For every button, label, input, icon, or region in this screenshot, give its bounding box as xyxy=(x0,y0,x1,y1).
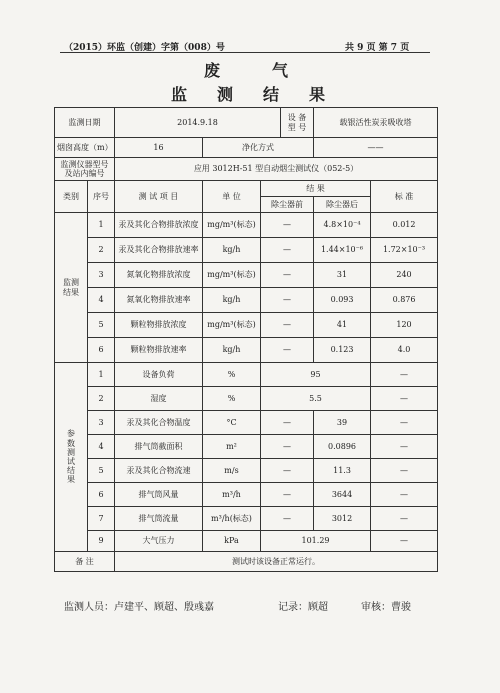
device-label: 设 备 型 号 xyxy=(281,108,314,138)
row-item: 大气压力 xyxy=(115,531,203,552)
row-standard: — xyxy=(371,507,438,531)
row-after: 41 xyxy=(314,313,371,338)
row-before: — xyxy=(261,338,314,363)
group2-label: 参 数 测 试 结 果 xyxy=(55,363,88,552)
row-standard: — xyxy=(371,411,438,435)
row-unit: m² xyxy=(203,435,261,459)
row-before: — xyxy=(261,313,314,338)
purify-label: 净化方式 xyxy=(203,138,314,158)
column-header-row-1 xyxy=(55,181,438,197)
table-row xyxy=(55,263,438,288)
row-after: 0.093 xyxy=(314,288,371,313)
row-unit: °C xyxy=(203,411,261,435)
row-item: 氮氧化物排放速率 xyxy=(115,288,203,313)
table-row xyxy=(55,288,438,313)
recorder: 记录：顾超 xyxy=(278,602,328,613)
remarks-value: 测试时该设备正常运行。 xyxy=(115,552,438,572)
row-standard: — xyxy=(371,531,438,552)
row-unit: m/s xyxy=(203,459,261,483)
row-item: 汞及其化合物流速 xyxy=(115,459,203,483)
row-item: 排气筒风量 xyxy=(115,483,203,507)
row-seq: 5 xyxy=(88,459,115,483)
row-merged-value: 101.29 xyxy=(261,531,371,552)
header-rule xyxy=(60,52,430,53)
row-after: 1.44×10⁻⁶ xyxy=(314,238,371,263)
row-item: 汞及其化合物温度 xyxy=(115,411,203,435)
row-after: 39 xyxy=(314,411,371,435)
reviewer: 审核：曹骏 xyxy=(361,602,411,613)
row-item: 氮氧化物排放浓度 xyxy=(115,263,203,288)
row-after: 3012 xyxy=(314,507,371,531)
col-seq: 序号 xyxy=(88,181,115,213)
row-before: — xyxy=(261,263,314,288)
row-unit: mg/m³(标态) xyxy=(203,263,261,288)
row-item: 排气筒流量 xyxy=(115,507,203,531)
row-seq: 3 xyxy=(88,263,115,288)
row-after: 31 xyxy=(314,263,371,288)
row-unit: mg/m³(标态) xyxy=(203,213,261,238)
row-seq: 1 xyxy=(88,213,115,238)
table-row xyxy=(55,531,438,552)
table-row xyxy=(55,459,438,483)
table-row xyxy=(55,313,438,338)
row-unit: % xyxy=(203,387,261,411)
row-before: — xyxy=(261,483,314,507)
table-row xyxy=(55,338,438,363)
row-standard: — xyxy=(371,435,438,459)
row-unit: mg/m³(标态) xyxy=(203,313,261,338)
instrument-label: 监测仪器型号及站内编号 xyxy=(55,158,115,181)
purify-value: —— xyxy=(314,138,438,158)
table-row xyxy=(55,435,438,459)
stack-height-label: 烟囱高度（m） xyxy=(55,138,115,158)
table-row xyxy=(55,387,438,411)
table-row xyxy=(55,411,438,435)
table-row xyxy=(55,483,438,507)
row-standard: — xyxy=(371,459,438,483)
row-before: — xyxy=(261,213,314,238)
row-unit: % xyxy=(203,363,261,387)
date-value: 2014.9.18 xyxy=(115,108,281,138)
row-seq: 5 xyxy=(88,313,115,338)
row-item: 设备负荷 xyxy=(115,363,203,387)
row-seq: 4 xyxy=(88,435,115,459)
col-category: 类别 xyxy=(55,181,88,213)
stack-height-value: 16 xyxy=(115,138,203,158)
info-row-instrument xyxy=(55,158,438,181)
row-seq: 7 xyxy=(88,507,115,531)
row-seq: 2 xyxy=(88,238,115,263)
row-unit: kg/h xyxy=(203,288,261,313)
group1-label: 监测 结果 xyxy=(55,213,88,363)
row-merged-value: 5.5 xyxy=(261,387,371,411)
page-info: 共 9 页 第 7 页 xyxy=(345,43,410,53)
subtitle-char-2: 测 xyxy=(217,85,234,104)
col-unit: 单 位 xyxy=(203,181,261,213)
row-before: — xyxy=(261,459,314,483)
row-item: 颗粒物排放浓度 xyxy=(115,313,203,338)
row-item: 汞及其化合物排放速率 xyxy=(115,238,203,263)
row-before: — xyxy=(261,238,314,263)
table-row xyxy=(55,507,438,531)
row-before: — xyxy=(261,435,314,459)
remarks-label: 备 注 xyxy=(55,552,115,572)
row-standard: 120 xyxy=(371,313,438,338)
row-after: 0.123 xyxy=(314,338,371,363)
row-item: 排气筒截面积 xyxy=(115,435,203,459)
row-standard: 1.72×10⁻³ xyxy=(371,238,438,263)
monitor-staff: 监测人员：卢建平、顾超、殷彧嘉 xyxy=(64,602,214,613)
date-label: 监测日期 xyxy=(55,108,115,138)
table-row xyxy=(55,213,438,238)
row-after: 3644 xyxy=(314,483,371,507)
info-row-date xyxy=(55,108,438,138)
row-seq: 9 xyxy=(88,531,115,552)
row-unit: m³/h xyxy=(203,483,261,507)
row-seq: 4 xyxy=(88,288,115,313)
row-seq: 1 xyxy=(88,363,115,387)
info-row-stack xyxy=(55,138,438,158)
row-after: 11.3 xyxy=(314,459,371,483)
row-unit: kPa xyxy=(203,531,261,552)
subtitle-char-1: 监 xyxy=(171,85,188,104)
row-before: — xyxy=(261,507,314,531)
row-item: 汞及其化合物排放浓度 xyxy=(115,213,203,238)
row-seq: 3 xyxy=(88,411,115,435)
col-before: 除尘器前 xyxy=(261,197,314,213)
col-result: 结 果 xyxy=(261,181,371,197)
col-after: 除尘器后 xyxy=(314,197,371,213)
row-seq: 6 xyxy=(88,483,115,507)
remarks-row xyxy=(55,552,438,572)
row-standard: 240 xyxy=(371,263,438,288)
row-standard: 4.0 xyxy=(371,338,438,363)
row-unit: kg/h xyxy=(203,338,261,363)
row-item: 颗粒物排放速率 xyxy=(115,338,203,363)
row-standard: 0.012 xyxy=(371,213,438,238)
row-standard: — xyxy=(371,483,438,507)
row-item: 湿度 xyxy=(115,387,203,411)
title-char-2: 气 xyxy=(272,61,289,80)
row-standard: 0.876 xyxy=(371,288,438,313)
row-merged-value: 95 xyxy=(261,363,371,387)
device-value: 载银活性炭汞吸收塔 xyxy=(314,108,438,138)
table-row xyxy=(55,363,438,387)
title-char-1: 废 xyxy=(204,61,221,80)
table-row xyxy=(55,238,438,263)
row-after: 0.0896 xyxy=(314,435,371,459)
row-unit: m³/h(标态) xyxy=(203,507,261,531)
row-standard: — xyxy=(371,363,438,387)
row-before: — xyxy=(261,288,314,313)
row-unit: kg/h xyxy=(203,238,261,263)
row-after: 4.8×10⁻⁴ xyxy=(314,213,371,238)
document-number: （2015）环监（创建）字第（008）号 xyxy=(64,43,225,53)
instrument-value: 应用 3012H-51 型自动烟尘测试仪（052-5） xyxy=(115,158,438,181)
results-table xyxy=(54,107,438,572)
col-standard: 标 准 xyxy=(371,181,438,213)
subtitle-char-4: 果 xyxy=(309,85,326,104)
subtitle-char-3: 结 xyxy=(263,85,280,104)
row-seq: 6 xyxy=(88,338,115,363)
row-seq: 2 xyxy=(88,387,115,411)
col-item: 测 试 项 目 xyxy=(115,181,203,213)
row-before: — xyxy=(261,411,314,435)
row-standard: — xyxy=(371,387,438,411)
